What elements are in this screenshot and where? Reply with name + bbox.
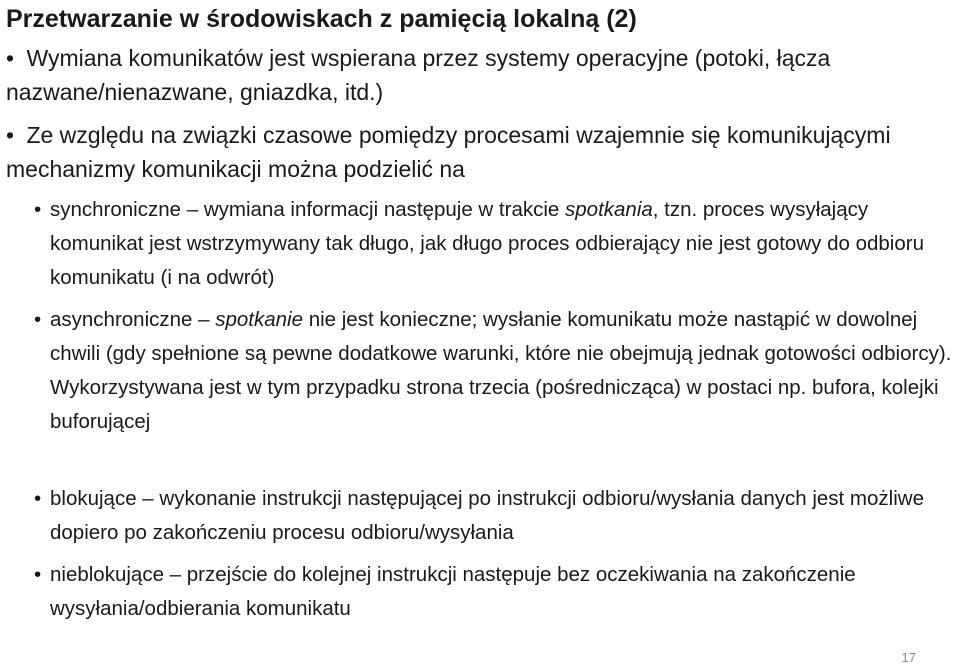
bullet-text: Wymiana komunikatów jest wspierana przez systemy operacyjne (potoki, łącza nazwane/nienazwane, gniazdka, itd.)	[6, 45, 831, 105]
bullet-time-relations	[6, 118, 946, 186]
bullet-dot: •	[34, 198, 42, 221]
bullet-dot: •	[34, 487, 42, 510]
bullet-dot: •	[34, 308, 42, 331]
subbullet-asynchronous	[34, 303, 955, 439]
subbullet-nonblocking	[34, 558, 955, 626]
blocking-text: blokujące – wykonanie instrukcji następującej po instrukcji odbioru/wysłania danych jest możliwe dopiero po zakończeniu procesu odbioru/wysyłania	[50, 487, 924, 544]
subbullet-synchronous	[34, 193, 955, 295]
slide-title: Przetwarzanie w środowiskach z pamięcią lokalną (2)	[6, 5, 637, 33]
asynchronous-text-tail: nie jest konieczne; wysłanie komunikatu może nastąpić w dowolnej chwili (gdy spełnione są pewne dodatkowe warunki, które nie obejmują jednak gotowości odbiorcy). Wykorzystywana jest w tym przypadku strona trzecia (pośrednicząca) w postaci np. bufora, kolejki buforującej	[50, 308, 952, 433]
nonblocking-text: nieblokujące – przejście do kolejnej instrukcji następuje bez oczekiwania na zakończenie wysyłania/odbierania komunikatu	[50, 563, 856, 620]
bullet-text: Ze względu na związki czasowe pomiędzy procesami wzajemnie się komunikującymi mechanizmy komunikacji można podzielić na	[6, 122, 891, 182]
synchronous-text-tail: , tzn. proces wysyłający komunikat jest wstrzymywany tak długo, jak długo proces odbierający nie jest gotowy do odbioru komunikatu (i na odwrót)	[50, 198, 924, 289]
asynchronous-text-head: asynchroniczne –	[50, 308, 216, 331]
bullet-dot: •	[34, 563, 42, 586]
synchronous-text-emphasis: spotkania	[565, 198, 653, 221]
bullet-message-exchange	[6, 41, 946, 109]
subbullet-blocking	[34, 482, 955, 550]
page-number: 17	[901, 650, 916, 665]
synchronous-text-head: synchroniczne – wymiana informacji następuje w trakcie	[50, 198, 566, 221]
asynchronous-text-emphasis: spotkanie	[215, 308, 303, 331]
